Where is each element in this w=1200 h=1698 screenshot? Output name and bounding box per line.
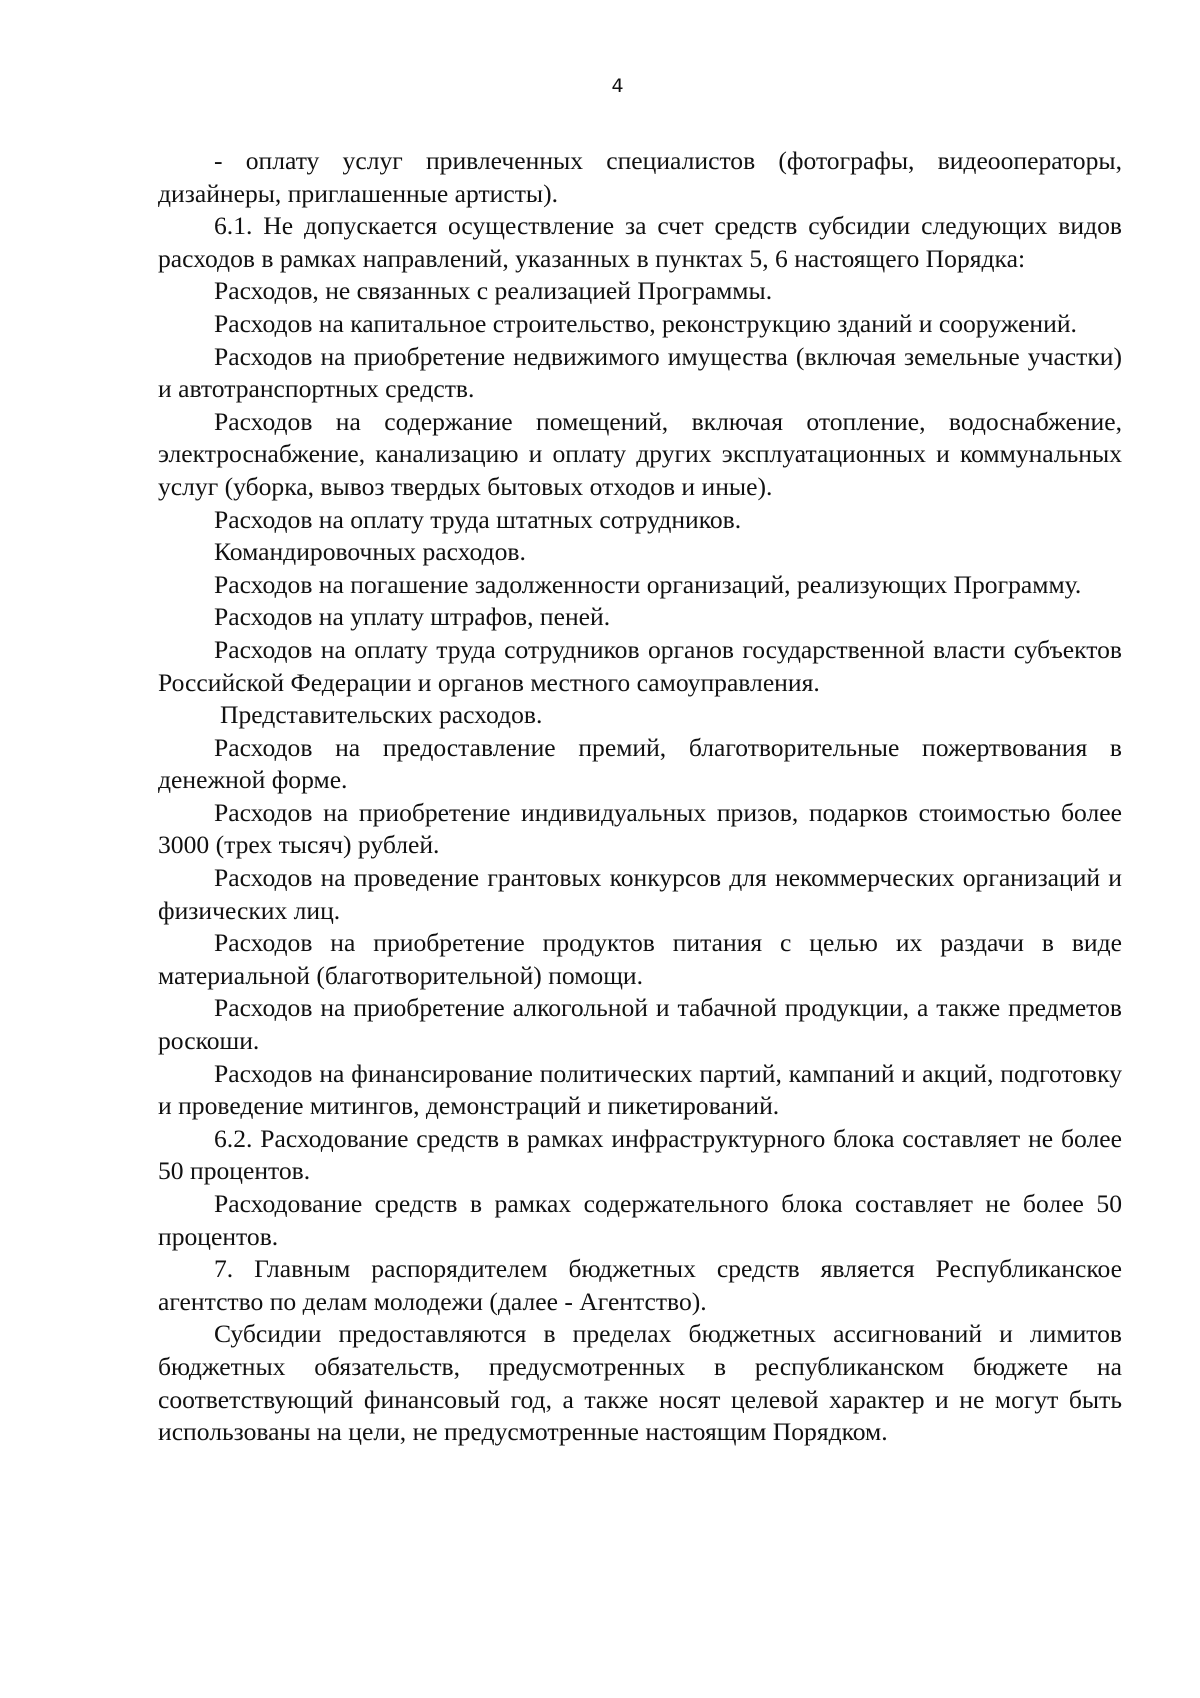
paragraph-7: 7. Главным распорядителем бюджетных средств является Республиканское агентство по делам молодежи (далее - Агентство). xyxy=(158,1254,1122,1316)
paragraph-6-2: 6.2. Расходование средств в рамках инфраструктурного блока составляет не более 50 процентов. xyxy=(158,1123,1122,1186)
paragraph-political-financing: Расходов на финансирование политических партий, кампаний и акций, подготовку и проведение митингов, демонстраций и пикетирований. xyxy=(158,1058,1122,1121)
paragraph-food-products: Расходов на приобретение продуктов питания с целью их раздачи в виде материальной (благотворительной) помощи. xyxy=(158,928,1122,990)
paragraph-representation-expenses: Представительских расходов. xyxy=(220,700,543,730)
paragraph-prizes-gifts: Расходов на приобретение индивидуальных призов, подарков стоимостью более 3000 (трех тысяч) рублей. xyxy=(158,797,1122,860)
paragraph-content-block: Расходование средств в рамках содержательного блока составляет не более 50 процентов. xyxy=(158,1189,1122,1251)
paragraph-debt-repayment: Расходов на погашение задолженности организаций, реализующих Программу. xyxy=(214,569,1082,599)
paragraph-fines: Расходов на уплату штрафов, пеней. xyxy=(214,602,611,632)
paragraph-alcohol-tobacco: Расходов на приобретение алкогольной и табачной продукции, а также предметов роскоши. xyxy=(158,993,1122,1056)
paragraph-premises-maintenance: Расходов на содержание помещений, включая отопление, водоснабжение, электроснабжение, канализацию и оплату других эксплуатационных и коммунальных услуг (уборка, вывоз твердых бытовых отходов и иные). xyxy=(158,406,1122,501)
paragraph-unrelated-expenses: Расходов, не связанных с реализацией Программы. xyxy=(214,276,773,306)
paragraph-grant-contests: Расходов на проведение грантовых конкурсов для некоммерческих организаций и физических лиц. xyxy=(158,863,1122,925)
paragraph-staff-salary: Расходов на оплату труда штатных сотрудников. xyxy=(214,504,742,534)
paragraph-bonuses-donations: Расходов на предоставление премий, благотворительные пожертвования в денежной форме. xyxy=(158,732,1122,795)
document-body xyxy=(158,145,1122,1449)
paragraph-real-estate: Расходов на приобретение недвижимого имущества (включая земельные участки) и автотранспортных средств. xyxy=(158,341,1122,404)
page-number: 4 xyxy=(611,75,624,97)
paragraph-government-salaries: Расходов на оплату труда сотрудников органов государственной власти субъектов Российской Федерации и органов местного самоуправления. xyxy=(158,634,1122,697)
paragraph-travel-expenses: Командировочных расходов. xyxy=(214,537,526,567)
paragraph-capital-construction: Расходов на капитальное строительство, реконструкцию зданий и сооружений. xyxy=(214,308,1077,338)
paragraph-6-1: 6.1. Не допускается осуществление за счет средств субсидии следующих видов расходов в рамках направлений, указанных в пунктах 5, 6 настоящего Порядка: xyxy=(158,211,1122,273)
paragraph-subsidies: Субсидии предоставляются в пределах бюджетных ассигнований и лимитов бюджетных обязательств, предусмотренных в республиканском бюджете на соответствующий финансовый год, а также носят целевой характер и не могут быть использованы на цели, не предусмотренные настоящим Порядком. xyxy=(158,1319,1122,1447)
paragraph-specialists-payment: - оплату услуг привлеченных специалистов (фотографы, видеооператоры, дизайнеры, приглашенные артисты). xyxy=(158,146,1122,208)
